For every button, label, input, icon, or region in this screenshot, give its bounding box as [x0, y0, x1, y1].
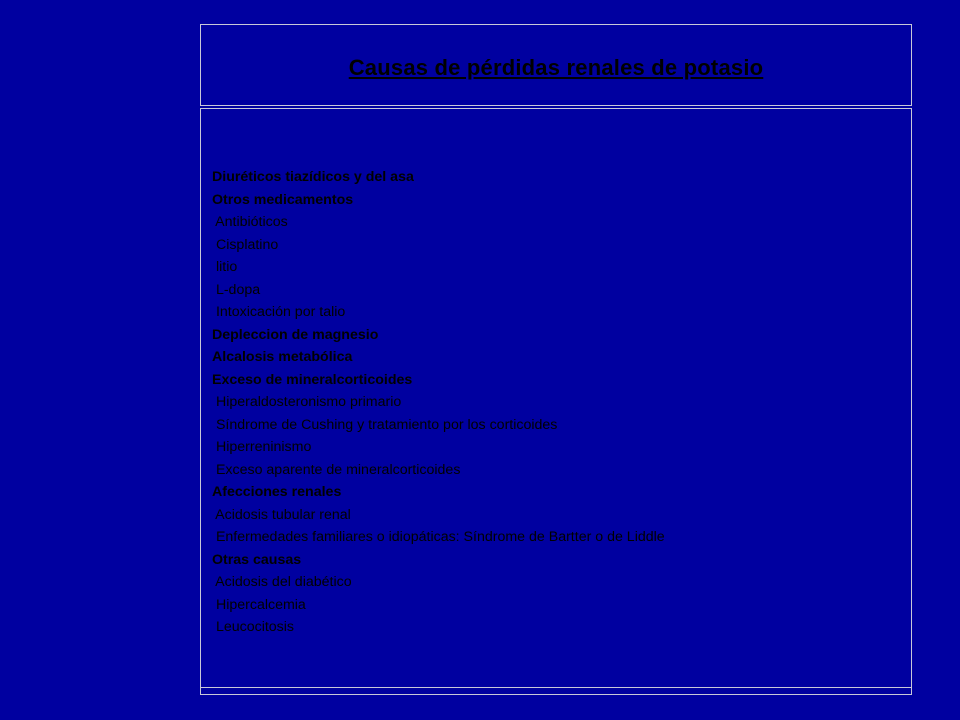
cause-category: Otras causas — [212, 551, 302, 568]
cause-item: Enfermedades familiares o idiopáticas: Síndrome de Bartter o de Liddle — [212, 529, 665, 545]
cause-category: Alcalosis metabólica — [212, 349, 353, 365]
title-box — [200, 24, 912, 106]
cause-category: Otros medicamentos — [212, 191, 354, 208]
cause-item: Cisplatino — [212, 236, 279, 253]
cause-item: Síndrome de Cushing y tratamiento por los corticoides — [212, 416, 558, 433]
cause-item: Exceso aparente de mineralcorticoides — [212, 461, 461, 478]
cause-item: Hiperreninismo — [212, 439, 312, 455]
slide-title: Causas de pérdidas renales de potasio — [348, 55, 764, 80]
cause-item: L-dopa — [212, 281, 261, 298]
cause-item: Intoxicación por talio — [212, 304, 346, 320]
cause-category: Afecciones renales — [212, 484, 342, 500]
cause-item: litio — [212, 259, 238, 275]
cause-item: Antibióticos — [212, 214, 288, 230]
cause-item: Hiperaldosteronismo primario — [212, 394, 402, 410]
causes-list — [212, 166, 665, 639]
cause-item: Acidosis tubular renal — [212, 506, 351, 523]
cause-category: Diuréticos tiazídicos y del asa — [212, 169, 414, 185]
cause-category: Depleccion de magnesio — [212, 326, 379, 343]
content-box — [200, 108, 912, 695]
cause-item: Hipercalcemia — [212, 596, 306, 613]
cause-category: Exceso de mineralcorticoides — [212, 371, 413, 388]
bottom-rule — [201, 687, 911, 688]
cause-item: Leucocitosis — [212, 619, 295, 635]
cause-item: Acidosis del diabético — [212, 574, 352, 590]
